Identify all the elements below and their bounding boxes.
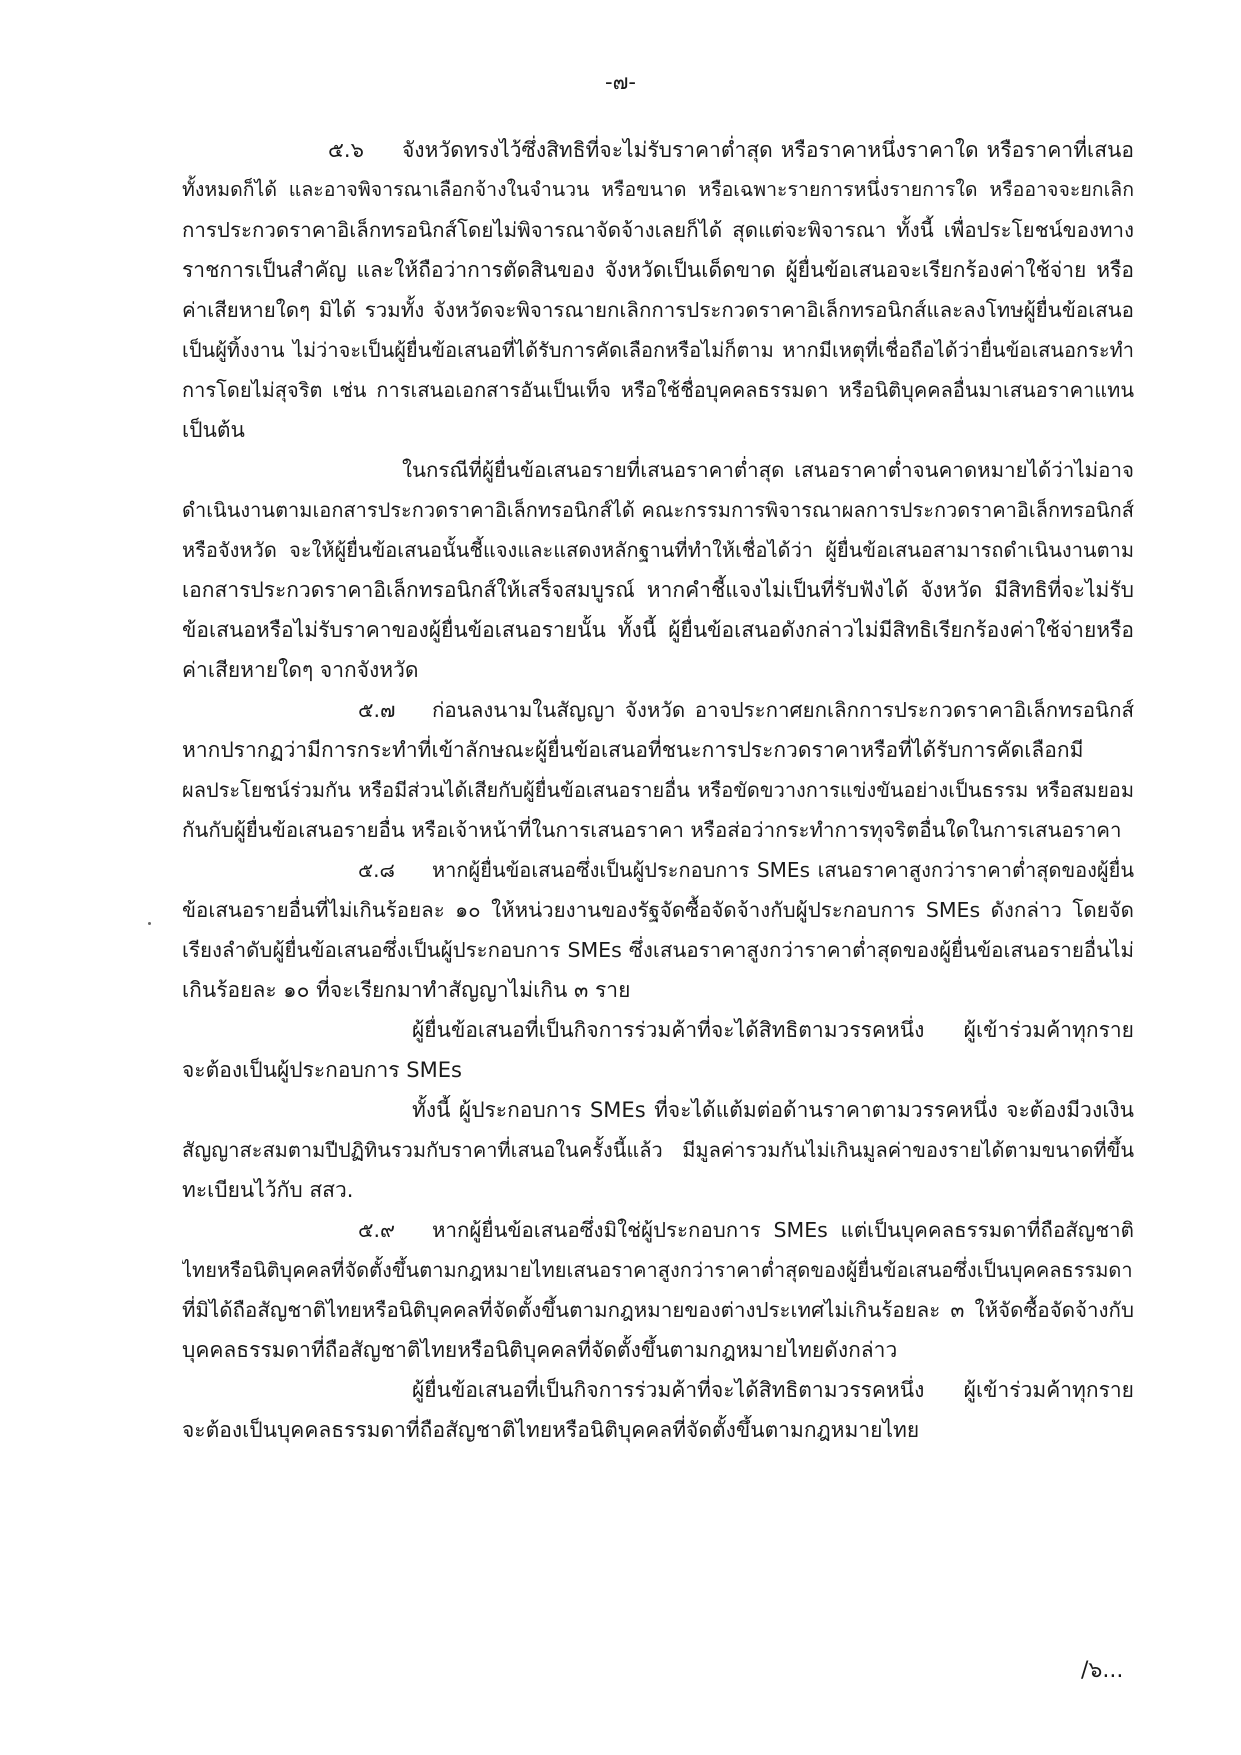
text-line: จะต้องเป็นบุคคลธรรมดาที่ถือสัญชาติไทยหรือนิติบุคคลที่จัดตั้งขึ้นตามกฎหมายไทย xyxy=(182,1418,920,1442)
text-line: ข้อเสนอหรือไม่รับราคาของผู้ยื่นข้อเสนอรายนั้น ทั้งนี้ ผู้ยื่นข้อเสนอดังกล่าวไม่มีสิทธิเรียกร้องค่าใช้จ่ายหรือ xyxy=(182,618,1134,642)
clause-5-6-first-line xyxy=(328,135,1134,165)
text-line: เรียงลำดับผู้ยื่นข้อเสนอซึ่งเป็นผู้ประกอบการ SMEs ซึ่งเสนอราคาสูงกว่าราคาต่ำสุดของผู้ยื่นข้อเสนอรายอื่นไม่ xyxy=(182,938,1134,962)
text-line: เป็นผู้ทิ้งงาน ไม่ว่าจะเป็นผู้ยื่นข้อเสนอที่ได้รับการคัดเลือกหรือไม่ก็ตาม หากมีเหตุที่เชื่อถือได้ว่ายื่นข้อเสนอกระทำ xyxy=(182,338,1134,362)
clause-number: ๕.๗ xyxy=(358,698,396,722)
text-line: หากผู้ยื่นข้อเสนอซึ่งเป็นผู้ประกอบการ SMEs เสนอราคาสูงกว่าราคาต่ำสุดของผู้ยื่น xyxy=(432,858,1134,882)
scan-dot xyxy=(148,922,151,925)
text-line: สัญญาสะสมตามปีปฏิทินรวมกับราคาที่เสนอในครั้งนี้แล้ว มีมูลค่ารวมกันไม่เกินมูลค่าของรายได้ตามขนาดที่ขึ้น xyxy=(182,1138,1134,1162)
text-line: ผลประโยชน์ร่วมกัน หรือมีส่วนได้เสียกับผู้ยื่นข้อเสนอรายอื่น หรือขัดขวางการแข่งขันอย่างเป็นธรรม หรือสมยอม xyxy=(182,778,1134,802)
text-line: ค่าเสียหายใดๆ จากจังหวัด xyxy=(182,658,419,682)
text-line: จะต้องเป็นผู้ประกอบการ SMEs xyxy=(182,1058,462,1082)
text-line: ทั้งหมดก็ได้ และอาจพิจารณาเลือกจ้างในจำนวน หรือขนาด หรือเฉพาะรายการหนึ่งรายการใด หรืออาจจะยกเลิก xyxy=(182,178,1134,201)
clause-number: ๕.๙ xyxy=(358,1218,396,1242)
text-line: ผู้ยื่นข้อเสนอที่เป็นกิจการร่วมค้าที่จะได้สิทธิตามวรรคหนึ่ง ผู้เข้าร่วมค้าทุกราย xyxy=(412,1018,1134,1042)
text-line: ค่าเสียหายใดๆ มิได้ รวมทั้ง จังหวัดจะพิจารณายกเลิกการประกวดราคาอิเล็กทรอนิกส์และลงโทษผู้ยื่นข้อเสนอ xyxy=(182,298,1134,322)
text-line: หากปรากฏว่ามีการกระทำที่เข้าลักษณะผู้ยื่นข้อเสนอที่ชนะการประกวดราคาหรือที่ได้รับการคัดเลือกมี xyxy=(182,738,1084,762)
text-line: เป็นต้น xyxy=(182,418,245,442)
clause-number: ๕.๖ xyxy=(328,138,364,162)
text-line: ที่มิได้ถือสัญชาติไทยหรือนิติบุคคลที่จัดตั้งขึ้นตามกฎหมายของต่างประเทศไม่เกินร้อยละ ๓ ให้จัดซื้อจัดจ้างกับ xyxy=(182,1298,1134,1322)
text-line: หรือจังหวัด จะให้ผู้ยื่นข้อเสนอนั้นชี้แจงและแสดงหลักฐานที่ทำให้เชื่อได้ว่า ผู้ยื่นข้อเสนอสามารถดำเนินงานตาม xyxy=(182,538,1134,562)
text-line: ดำเนินงานตามเอกสารประกวดราคาอิเล็กทรอนิกส์ได้ คณะกรรมการพิจารณาผลการประกวดราคาอิเล็กทรอนิกส์ xyxy=(182,498,1134,522)
page-number: -๗- xyxy=(605,70,636,94)
text-line: ในกรณีที่ผู้ยื่นข้อเสนอรายที่เสนอราคาต่ำสุด เสนอราคาต่ำจนคาดหมายได้ว่าไม่อาจ xyxy=(402,458,1134,482)
text-line: ไทยหรือนิติบุคคลที่จัดตั้งขึ้นตามกฎหมายไทยเสนอราคาสูงกว่าราคาต่ำสุดของผู้ยื่นข้อเสนอซึ่งเป็นบุคคลธรรมดา xyxy=(182,1258,1133,1282)
clause-5-9-first-line xyxy=(358,1215,1134,1245)
text-line: บุคคลธรรมดาที่ถือสัญชาติไทยหรือนิติบุคคลที่จัดตั้งขึ้นตามกฎหมายไทยดังกล่าว xyxy=(182,1338,898,1362)
text-line: ทะเบียนไว้กับ สสว. xyxy=(182,1178,354,1202)
text-line: การโดยไม่สุจริต เช่น การเสนอเอกสารอันเป็นเท็จ หรือใช้ชื่อบุคคลธรรมดา หรือนิติบุคคลอื่นมาเสนอราคาแทน xyxy=(182,378,1134,402)
clause-5-7-first-line xyxy=(358,695,1134,725)
clause-5-8-first-line xyxy=(358,855,1134,885)
text-line: ผู้ยื่นข้อเสนอที่เป็นกิจการร่วมค้าที่จะได้สิทธิตามวรรคหนึ่ง ผู้เข้าร่วมค้าทุกราย xyxy=(412,1378,1134,1402)
text-line: เกินร้อยละ ๑๐ ที่จะเรียกมาทำสัญญาไม่เกิน ๓ ราย xyxy=(182,978,631,1002)
next-page-marker: /๖... xyxy=(1081,1658,1124,1683)
text-line: ก่อนลงนามในสัญญา จังหวัด อาจประกาศยกเลิกการประกวดราคาอิเล็กทรอนิกส์ xyxy=(432,698,1134,722)
text-line: เอกสารประกวดราคาอิเล็กทรอนิกส์ให้เสร็จสมบูรณ์ หากคำชี้แจงไม่เป็นที่รับฟังได้ จังหวัด มีสิทธิที่จะไม่รับ xyxy=(182,578,1134,602)
text-line: การประกวดราคาอิเล็กทรอนิกส์โดยไม่พิจารณาจัดจ้างเลยก็ได้ สุดแต่จะพิจารณา ทั้งนี้ เพื่อประโยชน์ของทาง xyxy=(182,218,1134,242)
text-line: กันกับผู้ยื่นข้อเสนอรายอื่น หรือเจ้าหน้าที่ในการเสนอราคา หรือส่อว่ากระทำการทุจริตอื่นใดในการเสนอราคา xyxy=(182,818,1122,842)
text-line: ทั้งนี้ ผู้ประกอบการ SMEs ที่จะได้แต้มต่อด้านราคาตามวรรคหนึ่ง จะต้องมีวงเงิน xyxy=(412,1098,1134,1122)
clause-number: ๕.๘ xyxy=(358,858,395,882)
text-line: จังหวัดทรงไว้ซึ่งสิทธิที่จะไม่รับราคาต่ำสุด หรือราคาหนึ่งราคาใด หรือราคาที่เสนอ xyxy=(402,138,1134,162)
text-line: ข้อเสนอรายอื่นที่ไม่เกินร้อยละ ๑๐ ให้หน่วยงานของรัฐจัดซื้อจัดจ้างกับผู้ประกอบการ SMEs ดังกล่าว โดยจัด xyxy=(182,898,1134,922)
text-line: ราชการเป็นสำคัญ และให้ถือว่าการตัดสินของ จังหวัดเป็นเด็ดขาด ผู้ยื่นข้อเสนอจะเรียกร้องค่าใช้จ่าย หรือ xyxy=(182,258,1134,282)
text-line: หากผู้ยื่นข้อเสนอซึ่งมิใช่ผู้ประกอบการ SMEs แต่เป็นบุคคลธรรมดาที่ถือสัญชาติ xyxy=(432,1218,1134,1242)
